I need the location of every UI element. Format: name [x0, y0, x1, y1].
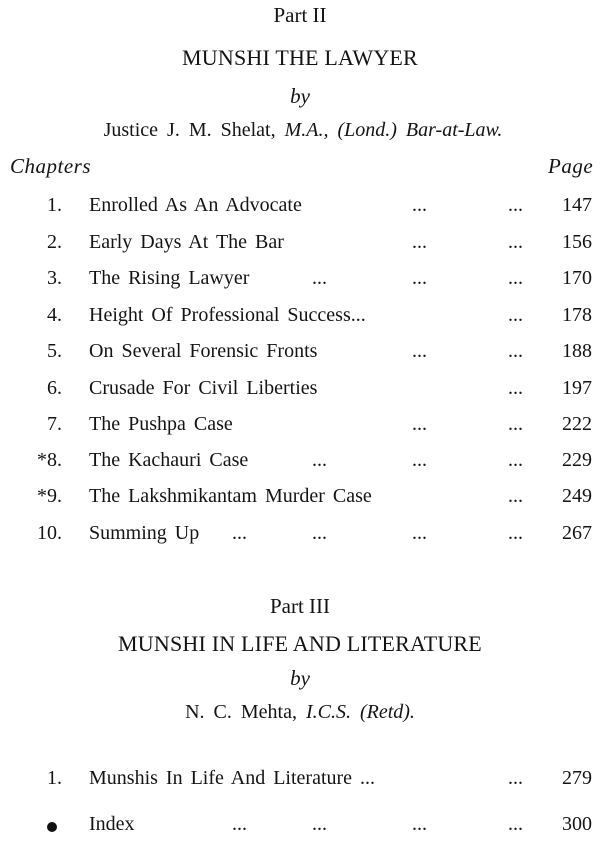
dot-leader: ...: [312, 449, 327, 471]
entry-title: The Lakshmikantam Murder Case: [89, 485, 372, 507]
toc-entry[interactable]: [0, 231, 600, 257]
author-quals: M.A., (Lond.) Bar-at-Law.: [284, 119, 503, 141]
dot-leader: ...: [508, 377, 523, 399]
toc-entry[interactable]: [0, 449, 600, 475]
dot-leader: ...: [508, 267, 523, 289]
toc-entry[interactable]: [0, 413, 600, 439]
part2-author: [3, 119, 600, 142]
entry-page: 178: [562, 304, 592, 326]
entry-number: 3.: [47, 267, 62, 289]
author-name: N. C. Mehta,: [185, 701, 297, 723]
part3-author: [0, 701, 600, 724]
part2-title: MUNSHI THE LAWYER: [182, 45, 418, 70]
entry-title: The Pushpa Case: [89, 413, 233, 435]
part2-by: by: [290, 84, 310, 108]
toc-entry[interactable]: [0, 522, 600, 548]
dot-leader: ...: [508, 485, 523, 507]
entry-page: 279: [562, 767, 592, 789]
toc-entry[interactable]: [0, 377, 600, 403]
entry-number: 2.: [47, 231, 62, 253]
dot-leader: ...: [412, 522, 427, 544]
toc-entry[interactable]: [0, 767, 600, 793]
dot-leader: ...: [508, 194, 523, 216]
part3-label: Part III: [269, 594, 331, 618]
dot-leader: ...: [508, 413, 523, 435]
dot-leader: ...: [508, 449, 523, 471]
entry-number: *9.: [37, 485, 62, 507]
entry-page: 197: [562, 377, 592, 399]
dot-leader: ...: [508, 522, 523, 544]
entry-number: 1.: [47, 767, 62, 789]
entry-number: 1.: [47, 194, 62, 216]
chapters-header: Chapters: [10, 154, 92, 178]
dot-leader: ...: [508, 231, 523, 253]
entry-title: The Rising Lawyer: [89, 267, 250, 289]
toc-entry[interactable]: [0, 194, 600, 220]
entry-page: 156: [562, 231, 592, 253]
entry-page: 300: [562, 813, 592, 835]
dot-leader: ...: [508, 304, 523, 326]
dot-leader: ...: [412, 340, 427, 362]
part3-by: by: [290, 666, 310, 690]
toc-entry[interactable]: [0, 304, 600, 330]
entry-page: 222: [562, 413, 592, 435]
entry-number: 6.: [47, 377, 62, 399]
dot-leader: ...: [412, 267, 427, 289]
entry-page: 188: [562, 340, 592, 362]
entry-page: 267: [562, 522, 592, 544]
entry-number: *8.: [37, 449, 62, 471]
toc-entry[interactable]: [0, 267, 600, 293]
entry-number: 5.: [47, 340, 62, 362]
entry-title: On Several Forensic Fronts: [89, 340, 318, 362]
dot-leader: ...: [508, 767, 523, 789]
entry-title: Enrolled As An Advocate: [89, 194, 302, 216]
entry-page: 229: [562, 449, 592, 471]
toc-entry[interactable]: [0, 340, 600, 366]
dot-leader: ...: [312, 522, 327, 544]
dot-leader: ...: [312, 267, 327, 289]
entry-page: 170: [562, 267, 592, 289]
entry-page: 249: [562, 485, 592, 507]
entry-number: 4.: [47, 304, 62, 326]
page-header: Page: [548, 154, 594, 178]
author-name: Justice J. M. Shelat,: [103, 119, 276, 141]
dot-leader: ...: [508, 813, 523, 835]
dot-leader: ...: [412, 413, 427, 435]
dot-leader: ...: [232, 813, 247, 835]
dot-leader: ...: [412, 194, 427, 216]
dot-leader: ...: [508, 340, 523, 362]
entry-number: 10.: [37, 522, 62, 544]
entry-title: Summing Up: [89, 522, 200, 544]
bullet-icon: [47, 822, 57, 832]
entry-page: 147: [562, 194, 592, 216]
toc-entry[interactable]: [0, 813, 600, 839]
entry-title: Munshis In Life And Literature ...: [89, 767, 376, 789]
dot-leader: ...: [412, 813, 427, 835]
entry-title: The Kachauri Case: [89, 449, 249, 471]
entry-title: Early Days At The Bar: [89, 231, 284, 253]
author-quals: I.C.S. (Retd).: [305, 701, 415, 723]
entry-title: Index: [89, 813, 135, 835]
toc-entry[interactable]: [0, 485, 600, 511]
dot-leader: ...: [312, 813, 327, 835]
dot-leader: ...: [412, 231, 427, 253]
part3-title: MUNSHI IN LIFE AND LITERATURE: [118, 631, 482, 656]
entry-title: Height Of Professional Success...: [89, 304, 366, 326]
entry-title: Crusade For Civil Liberties: [89, 377, 318, 399]
dot-leader: ...: [412, 449, 427, 471]
dot-leader: ...: [232, 522, 247, 544]
part2-label: Part II: [273, 3, 327, 27]
entry-number: 7.: [47, 413, 62, 435]
